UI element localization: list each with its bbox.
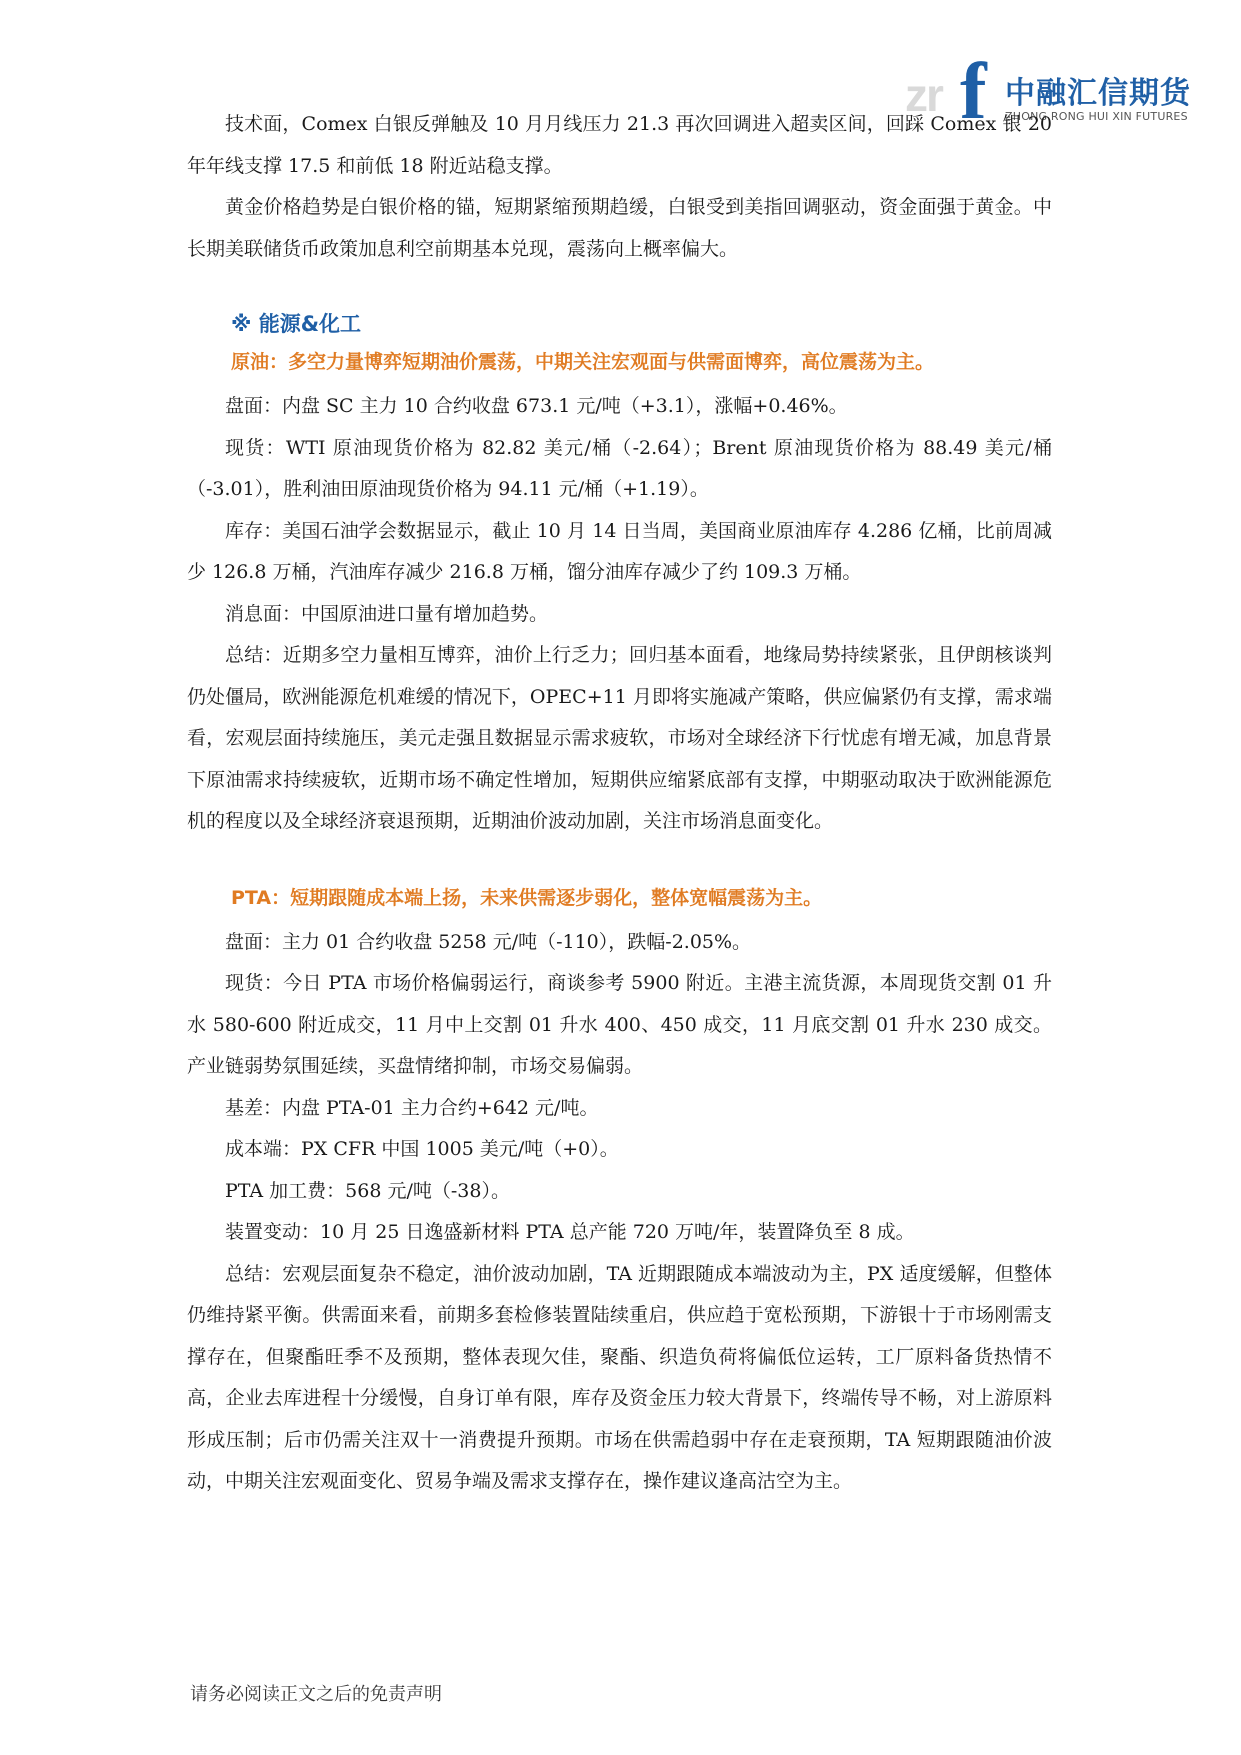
crude-headline: 原油：多空力量博弈短期油价震荡，中期关注宏观面与供需面博弈，高位震荡为主。 bbox=[231, 351, 935, 373]
pta-summary-paragraph: 总结：宏观层面复杂不稳定，油价波动加剧，TA 近期跟随成本端波动为主，PX 适度缓解，但整体仍维持紧平衡。供需面来看，前期多套检修装置陆续重启，供应趋于宽松预期，下游银十于市场刚需支撑存在，但聚酯旺季不及预期，整体表现欠佳，聚酯、织造负荷将偏低位运转，工厂原料备货热情不高，企业去库进程十分缓慢，自身订单有限，库存及资金压力较大背景下，终端传导不畅，对上游原料形成压制；后市仍需关注双十一消费提升预期。市场在供需趋弱中存在走衰预期，TA 短期跟随油价波动，中期关注宏观面变化、贸易争端及需求支撑存在，操作建议逢高沽空为主。 bbox=[187, 1262, 1052, 1492]
pta-plant-change-paragraph: 装置变动：10 月 25 日逸盛新材料 PTA 总产能 720 万吨/年，装置降负至 8 成。 bbox=[225, 1221, 915, 1243]
logo-english-name: ZHONG RONG HUI XIN FUTURES bbox=[1005, 110, 1188, 123]
report-body bbox=[187, 104, 1052, 1503]
pta-basis-paragraph: 基差：内盘 PTA-01 主力合约+642 元/吨。 bbox=[225, 1096, 599, 1119]
crude-market-paragraph: 盘面：内盘 SC 主力 10 合约收盘 673.1 元/吨（+3.1），涨幅+0.46%。 bbox=[225, 395, 848, 417]
section-title-energy-chemical: ※ 能源&化工 bbox=[231, 312, 362, 336]
disclaimer-footer: 请务必阅读正文之后的免责声明 bbox=[190, 1684, 442, 1705]
crude-spot-paragraph: 现货：WTI 原油现货价格为 82.82 美元/桶（-2.64）；Brent 原油现货价格为 88.49 美元/桶（-3.01），胜利油田原油现货价格为 94.11 元/桶（+1.19）。 bbox=[187, 436, 1052, 500]
logo-company-name: 中融汇信期货 bbox=[1005, 76, 1191, 111]
logo-zr-mark: zr bbox=[905, 69, 942, 121]
pta-spot-paragraph: 现货：今日 PTA 市场价格偏弱运行，商谈参考 5900 附近。主港主流货源，本周现货交割 01 升水 580-600 附近成交，11 月中上交割 01 升水 400、450 成交，11 月底交割 01 升水 230 成交。产业链弱势氛围延续，买盘情绪抑制，市场交易偏弱。 bbox=[187, 972, 1052, 1077]
silver-gold-paragraph: 黄金价格趋势是白银价格的锚，短期紧缩预期趋缓，白银受到美指回调驱动，资金面强于黄金。中长期美联储货币政策加息利空前期基本兑现，震荡向上概率偏大。 bbox=[187, 196, 1052, 260]
pta-market-paragraph: 盘面：主力 01 合约收盘 5258 元/吨（-110），跌幅-2.05%。 bbox=[225, 930, 752, 953]
crude-inventory-paragraph: 库存：美国石油学会数据显示，截止 10 月 14 日当周，美国商业原油库存 4.286 亿桶，比前周减少 126.8 万桶，汽油库存减少 216.8 万桶，馏分油库存减少了约 109.3 万桶。 bbox=[187, 519, 1052, 583]
crude-news-paragraph: 消息面：中国原油进口量有增加趋势。 bbox=[225, 602, 549, 625]
logo-f-mark: f bbox=[960, 48, 987, 136]
silver-technical-paragraph: 技术面，Comex 白银反弹触及 10 月月线压力 21.3 再次回调进入超卖区间，回踩 Comex 银 20 年年线支撑 17.5 和前低 18 附近站稳支撑。 bbox=[187, 113, 1052, 177]
pta-headline: PTA：短期跟随成本端上扬，未来供需逐步弱化，整体宽幅震荡为主。 bbox=[231, 886, 823, 909]
pta-cost-paragraph: 成本端：PX CFR 中国 1005 美元/吨（+0）。 bbox=[225, 1138, 619, 1160]
crude-summary-paragraph: 总结：近期多空力量相互博弈，油价上行乏力；回归基本面看，地缘局势持续紧张，且伊朗核谈判仍处僵局，欧洲能源危机难缓的情况下，OPEC+11 月即将实施减产策略，供应偏紧仍有支撑，需求端看，宏观层面持续施压，美元走强且数据显示需求疲软，市场对全球经济下行忧虑有增无减，加息背景下原油需求持续疲软，近期市场不确定性增加，短期供应缩紧底部有支撑，中期驱动取决于欧洲能源危机的程度以及全球经济衰退预期，近期油价波动加剧，关注市场消息面变化。 bbox=[187, 644, 1052, 832]
pta-processing-fee-paragraph: PTA 加工费：568 元/吨（-38）。 bbox=[225, 1179, 510, 1202]
